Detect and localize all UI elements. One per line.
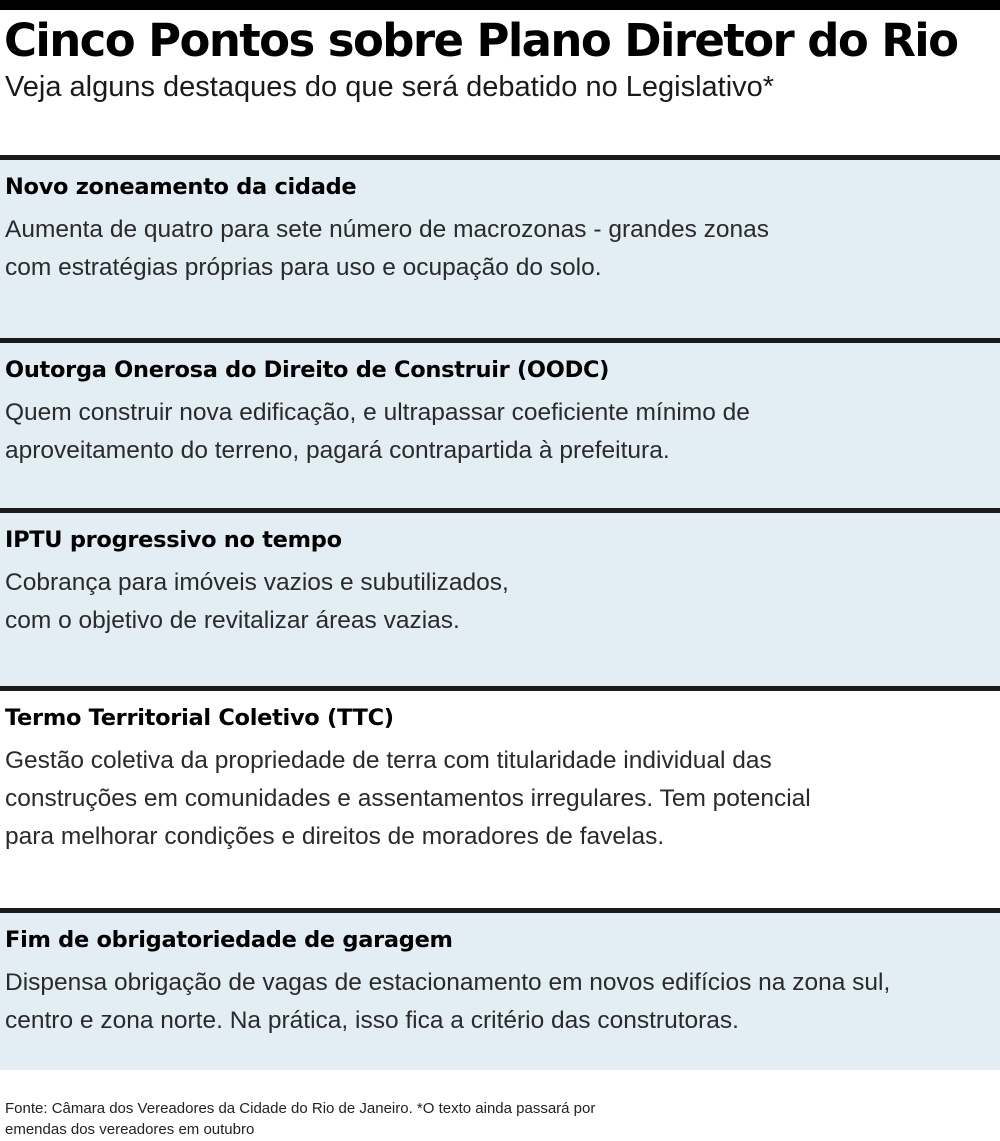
item-heading: IPTU progressivo no tempo xyxy=(5,527,342,553)
page-subtitle: Veja alguns destaques do que será debatido no Legislativo* xyxy=(5,71,775,103)
item-heading: Outorga Onerosa do Direito de Construir (OODC) xyxy=(5,357,610,383)
item-panel-iptu xyxy=(0,508,1000,686)
item-panel-oodc xyxy=(0,338,1000,508)
item-heading: Termo Territorial Coletivo (TTC) xyxy=(5,705,394,731)
item-description: Gestão coletiva da propriedade de terra com titularidade individual das construções em comunidades e assentamentos irregulares. Tem potencial para melhorar condições e direitos de moradores de favelas. xyxy=(5,747,811,850)
page-title: Cinco Pontos sobre Plano Diretor do Rio xyxy=(4,14,958,67)
item-heading: Fim de obrigatoriedade de garagem xyxy=(5,927,453,953)
item-description: Quem construir nova edificação, e ultrapassar coeficiente mínimo de aproveitamento do terreno, pagará contrapartida à prefeitura. xyxy=(5,399,750,464)
item-panel-garage xyxy=(0,908,1000,1070)
item-panel-ttc xyxy=(0,686,1000,908)
top-rule xyxy=(0,0,1000,10)
item-description: Dispensa obrigação de vagas de estacionamento em novos edifícios na zona sul, centro e zona norte. Na prática, isso fica a critério das construtoras. xyxy=(5,969,891,1034)
item-panel-zoning xyxy=(0,155,1000,338)
source-note: Fonte: Câmara dos Vereadores da Cidade do Rio de Janeiro. *O texto ainda passará por emendas dos vereadores em outubro xyxy=(5,1100,596,1138)
item-heading: Novo zoneamento da cidade xyxy=(5,174,357,200)
item-description: Cobrança para imóveis vazios e subutilizados, com o objetivo de revitalizar áreas vazias. xyxy=(5,569,509,634)
item-description: Aumenta de quatro para sete número de macrozonas - grandes zonas com estratégias próprias para uso e ocupação do solo. xyxy=(5,216,770,281)
